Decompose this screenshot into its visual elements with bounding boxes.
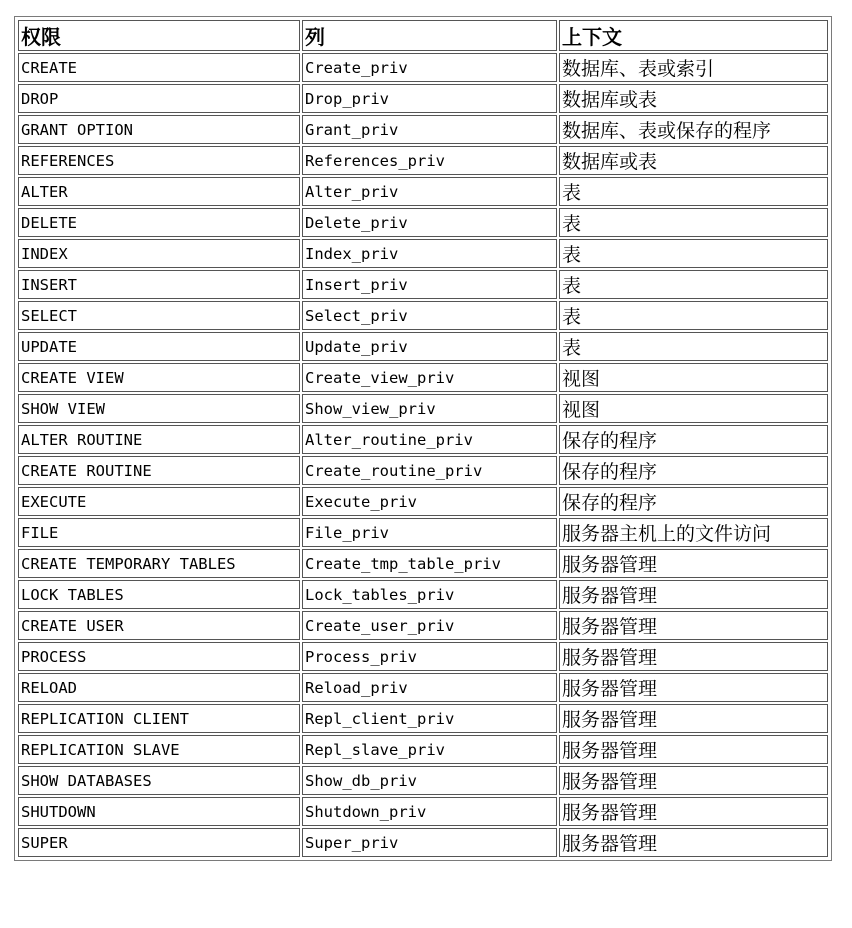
cell-column: Show_db_priv: [302, 766, 557, 795]
cell-column: Execute_priv: [302, 487, 557, 516]
table-row: [18, 177, 828, 206]
cell-column: Create_user_priv: [302, 611, 557, 640]
cell-column: Reload_priv: [302, 673, 557, 702]
cell-column: Process_priv: [302, 642, 557, 671]
cell-context: 表: [559, 177, 828, 206]
cell-context: 服务器管理: [559, 735, 828, 764]
cell-column: Index_priv: [302, 239, 557, 268]
cell-column: Show_view_priv: [302, 394, 557, 423]
cell-privilege: EXECUTE: [18, 487, 300, 516]
cell-privilege: CREATE ROUTINE: [18, 456, 300, 485]
cell-context: 服务器管理: [559, 673, 828, 702]
cell-privilege: REPLICATION CLIENT: [18, 704, 300, 733]
cell-privilege: GRANT OPTION: [18, 115, 300, 144]
cell-context: 表: [559, 301, 828, 330]
table-row: [18, 611, 828, 640]
cell-privilege: SUPER: [18, 828, 300, 857]
cell-privilege: INDEX: [18, 239, 300, 268]
cell-column: Alter_priv: [302, 177, 557, 206]
cell-privilege: INSERT: [18, 270, 300, 299]
cell-column: Lock_tables_priv: [302, 580, 557, 609]
cell-privilege: ALTER: [18, 177, 300, 206]
table-row: [18, 363, 828, 392]
table-row: [18, 549, 828, 578]
table-row: [18, 580, 828, 609]
cell-column: Shutdown_priv: [302, 797, 557, 826]
cell-privilege: CREATE: [18, 53, 300, 82]
cell-column: File_priv: [302, 518, 557, 547]
cell-column: Super_priv: [302, 828, 557, 857]
cell-context: 表: [559, 208, 828, 237]
privileges-table-frame: [14, 16, 832, 861]
cell-context: 服务器主机上的文件访问: [559, 518, 828, 547]
cell-context: 保存的程序: [559, 425, 828, 454]
table-row: [18, 270, 828, 299]
table-row: [18, 425, 828, 454]
table-header-row: [18, 20, 828, 51]
cell-context: 服务器管理: [559, 549, 828, 578]
table-row: [18, 239, 828, 268]
cell-privilege: SHOW VIEW: [18, 394, 300, 423]
cell-column: References_priv: [302, 146, 557, 175]
table-row: [18, 208, 828, 237]
table-body: [18, 53, 828, 857]
table-row: [18, 673, 828, 702]
table-row: [18, 301, 828, 330]
cell-column: Select_priv: [302, 301, 557, 330]
cell-privilege: DELETE: [18, 208, 300, 237]
cell-privilege: RELOAD: [18, 673, 300, 702]
table-row: [18, 53, 828, 82]
table-row: [18, 704, 828, 733]
cell-privilege: UPDATE: [18, 332, 300, 361]
table-row: [18, 456, 828, 485]
table-row: [18, 332, 828, 361]
cell-context: 数据库、表或保存的程序: [559, 115, 828, 144]
table-row: [18, 735, 828, 764]
cell-context: 服务器管理: [559, 611, 828, 640]
table-row: [18, 797, 828, 826]
table-row: [18, 146, 828, 175]
cell-privilege: CREATE TEMPORARY TABLES: [18, 549, 300, 578]
cell-privilege: SHOW DATABASES: [18, 766, 300, 795]
cell-column: Insert_priv: [302, 270, 557, 299]
table-row: [18, 642, 828, 671]
cell-context: 保存的程序: [559, 487, 828, 516]
cell-context: 表: [559, 332, 828, 361]
cell-privilege: DROP: [18, 84, 300, 113]
cell-privilege: CREATE VIEW: [18, 363, 300, 392]
cell-column: Delete_priv: [302, 208, 557, 237]
cell-column: Create_view_priv: [302, 363, 557, 392]
cell-context: 数据库或表: [559, 146, 828, 175]
cell-context: 服务器管理: [559, 828, 828, 857]
cell-context: 服务器管理: [559, 797, 828, 826]
cell-privilege: SHUTDOWN: [18, 797, 300, 826]
cell-column: Drop_priv: [302, 84, 557, 113]
cell-context: 服务器管理: [559, 766, 828, 795]
cell-context: 服务器管理: [559, 580, 828, 609]
cell-privilege: ALTER ROUTINE: [18, 425, 300, 454]
cell-context: 表: [559, 239, 828, 268]
table-row: [18, 115, 828, 144]
cell-privilege: SELECT: [18, 301, 300, 330]
cell-context: 保存的程序: [559, 456, 828, 485]
cell-context: 数据库或表: [559, 84, 828, 113]
cell-context: 服务器管理: [559, 704, 828, 733]
cell-column: Repl_client_priv: [302, 704, 557, 733]
table-row: [18, 487, 828, 516]
cell-privilege: FILE: [18, 518, 300, 547]
cell-privilege: REFERENCES: [18, 146, 300, 175]
table-row: [18, 766, 828, 795]
table-row: [18, 828, 828, 857]
cell-context: 数据库、表或索引: [559, 53, 828, 82]
cell-privilege: REPLICATION SLAVE: [18, 735, 300, 764]
cell-column: Alter_routine_priv: [302, 425, 557, 454]
header-column: 列: [302, 20, 557, 51]
privileges-table: [16, 18, 830, 859]
header-privilege: 权限: [18, 20, 300, 51]
cell-column: Grant_priv: [302, 115, 557, 144]
cell-column: Create_routine_priv: [302, 456, 557, 485]
cell-column: Create_priv: [302, 53, 557, 82]
cell-column: Repl_slave_priv: [302, 735, 557, 764]
cell-context: 表: [559, 270, 828, 299]
cell-privilege: CREATE USER: [18, 611, 300, 640]
cell-privilege: LOCK TABLES: [18, 580, 300, 609]
table-row: [18, 394, 828, 423]
cell-context: 视图: [559, 363, 828, 392]
cell-privilege: PROCESS: [18, 642, 300, 671]
table-row: [18, 518, 828, 547]
cell-context: 服务器管理: [559, 642, 828, 671]
cell-column: Create_tmp_table_priv: [302, 549, 557, 578]
header-context: 上下文: [559, 20, 828, 51]
cell-context: 视图: [559, 394, 828, 423]
table-row: [18, 84, 828, 113]
cell-column: Update_priv: [302, 332, 557, 361]
